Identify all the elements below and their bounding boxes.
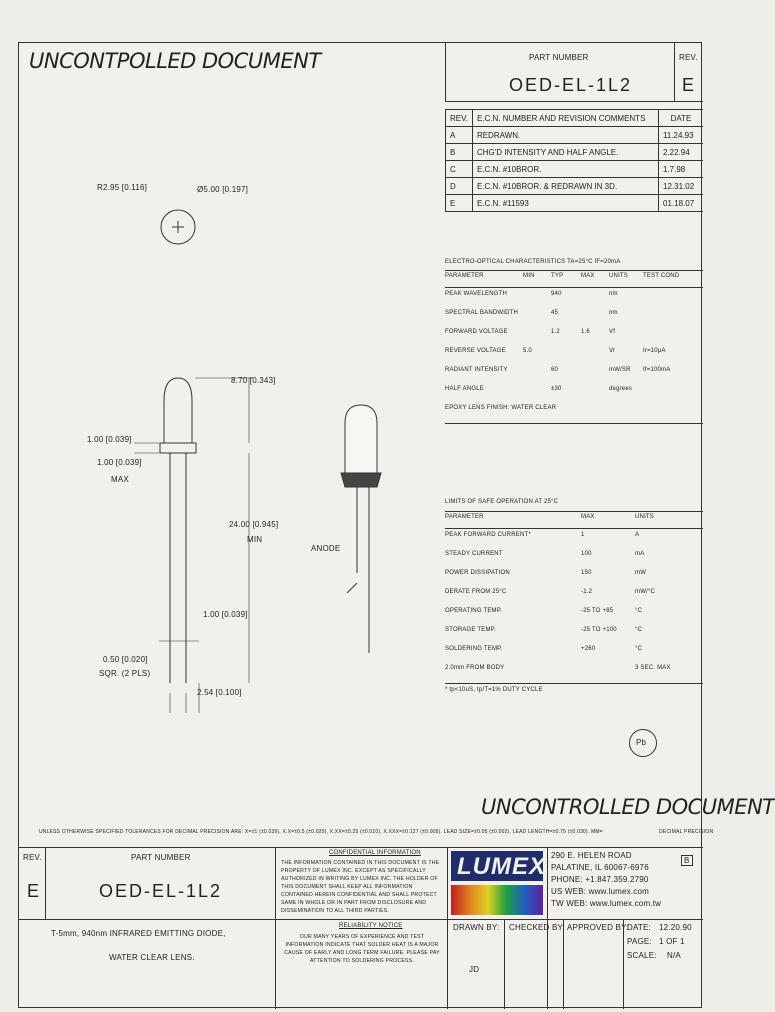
drawn-by-value: JD [469, 965, 480, 974]
revision-row: A REDRAWN. 11.24.93 [446, 127, 704, 144]
lead-width-dim: 1.00 [0.039] [203, 610, 248, 619]
table-cell: mW/SR [609, 367, 631, 373]
max-note: MAX [111, 475, 129, 484]
address-1: 290 E. HELEN ROAD [551, 851, 632, 860]
tolerance-tail: DECIMAL PRECISION [659, 829, 714, 835]
pitch-dim: 2.54 [0.100] [197, 688, 242, 697]
table-cell: SPECTRAL BANDWIDTH [445, 310, 519, 316]
page-label: PAGE: [627, 937, 652, 946]
approved-by-label: APPROVED BY: [567, 923, 629, 932]
table-cell: nm [609, 291, 618, 297]
revision-table [445, 109, 703, 212]
diameter-dim: Ø5.00 [0.197] [197, 185, 249, 194]
revision-row: D E.C.N. #10BROR. & REDRAWN IN 3D. 12.31.02 [446, 178, 704, 195]
height-dim: 8.70 [0.343] [231, 376, 276, 385]
table-cell: 45 [551, 310, 559, 316]
scale-label: SCALE: [627, 951, 657, 960]
table-cell: +260 [581, 646, 596, 652]
tb-description-1: T-5mm, 940nm INFRARED EMITTING DIODE, [51, 929, 226, 938]
table-cell: degrees [609, 386, 633, 392]
confidential-title: CONFIDENTIAL INFORMATION [329, 850, 421, 856]
table-cell: 1 [581, 532, 585, 538]
tb-part-number: OED-EL-1L2 [99, 881, 223, 901]
table-cell: nm [609, 310, 618, 316]
table-header: PARAMETER [445, 273, 484, 279]
table-cell: -25 TO +100 [581, 627, 617, 633]
tb-part-label: PART NUMBER [131, 853, 191, 862]
address-2: PALATINE, IL 60067-6976 [551, 863, 649, 872]
revision-row: B CHG'D INTENSITY AND HALF ANGLE. 2.22.94 [446, 144, 704, 161]
lead-size-dim: 0.50 [0.020] [103, 655, 148, 664]
lead-size-note: SQR. (2 PLS) [99, 669, 151, 678]
date-col-header: DATE [659, 110, 704, 127]
lumex-logo: LUMEX [451, 851, 543, 915]
drawing-sheet [18, 42, 775, 1008]
date-label: DATE: [627, 923, 651, 932]
rev-value: E [682, 75, 697, 95]
table-cell: 100 [581, 551, 592, 557]
limits-note: * tp<10uS, tp/T=1% DUTY CYCLE [445, 687, 543, 693]
lead-length-dim: 24.00 [0.945] [229, 520, 279, 529]
drawn-by-label: DRAWN BY: [453, 923, 500, 932]
tolerance-line: UNLESS OTHERWISE SPECIFIED TOLERANCES FOR DECIMAL PRECISION ARE: X=±1 (±0.039), X.X=±0.5 (±0.020), X.XX=±0.25 (±0.010), X.XXX=±0.127 (±0.005). LEAD SIZE=±0.05 (±0.002). LEAD LENGTH=±0.75 (±0.030). MM= [39, 829, 603, 835]
table-cell: 1.6 [581, 329, 590, 335]
reliability-text: OUR MANY YEARS OF EXPERIENCE AND TEST INFORMATION INDICATE THAT SOLDER HEAT IS A MAJOR CAUSE OF EARLY AND LONG TERM FAILURE. PLEASE PAY ATTENTION TO SOLDERING PROCESS. [284, 934, 440, 964]
table-cell: 60 [551, 367, 559, 373]
table-cell: If=100mA [643, 367, 671, 373]
part-number: OED-EL-1L2 [509, 75, 633, 95]
tb-rev-label: REV. [23, 853, 42, 862]
led-drawing [19, 173, 439, 713]
table-cell: Ir=10μA [643, 348, 666, 354]
table-cell: SOLDERING TEMP. [445, 646, 503, 652]
table-header: MAX [581, 273, 595, 279]
us-web: US WEB: www.lumex.com [551, 887, 649, 896]
table-cell: REVERSE VOLTAGE [445, 348, 506, 354]
tb-rev: E [27, 881, 42, 901]
radius-dim: R2.95 [0.116] [97, 183, 148, 192]
table-cell: PEAK WAVELENGTH [445, 291, 508, 297]
table-header: UNITS [609, 273, 628, 279]
table-cell: PEAK FORWARD CURRENT* [445, 532, 531, 538]
table-cell: Vr [609, 348, 616, 354]
sheet-code: B [681, 855, 693, 866]
flange-dim-1: 1.00 [0.039] [87, 435, 132, 444]
revision-row: E E.C.N. #11593 01.18.07 [446, 195, 704, 212]
comment-col-header: E.C.N. NUMBER AND REVISION COMMENTS [472, 110, 658, 127]
anode-label: ANODE [311, 544, 341, 553]
confidential-text: THE INFORMATION CONTAINED IN THIS DOCUMENT IS THE PROPERTY OF LUMEX INC. EXCEPT AS SPECIFICALLY AUTHORIZED IN WRITING BY LUMEX INC. THE HOLDER OF THIS DOCUMENT SHALL KEEP ALL INFORMATION CONTAINED HEREIN CONFIDENTIAL AND SHALL PROTECT SAME IN WHOLE OR IN PART FROM DISCLOSURE AND DISSEMINATION TO ALL THIRD PARTIES. [281, 860, 440, 914]
table-cell: -1.2 [581, 589, 593, 595]
table-cell: °C [635, 646, 643, 652]
page-value: 1 OF 1 [659, 937, 685, 946]
table-note: EPOXY LENS FINISH: WATER CLEAR [445, 405, 557, 411]
table-cell: mW/°C [635, 589, 656, 595]
table-cell: °C [635, 627, 643, 633]
rev-col-header: REV. [446, 110, 473, 127]
table-cell: 2.0mm FROM BODY [445, 665, 505, 671]
table-cell: FORWARD VOLTAGE [445, 329, 508, 335]
table-cell: STEADY CURRENT [445, 551, 503, 557]
table-cell: -25 TO +85 [581, 608, 614, 614]
table-header: TYP [551, 273, 564, 279]
uncontrolled-footer: UNCONTROLLED DOCUMENT [481, 795, 775, 819]
table-cell: 940 [551, 291, 562, 297]
table-cell: HALF ANGLE [445, 386, 485, 392]
table-cell: mA [635, 551, 645, 557]
flange-dim-2: 1.00 [0.039] [97, 458, 142, 467]
table-header: MIN [523, 273, 535, 279]
table-header: UNITS [635, 514, 654, 520]
tw-web: TW WEB: www.lumex.com.tw [551, 899, 662, 908]
table-cell: 1.2 [551, 329, 560, 335]
table-cell: 5.0 [523, 348, 532, 354]
tb-description-2: WATER CLEAR LENS. [109, 953, 195, 962]
revision-row: C E.C.N. #10BROR. 1.7.98 [446, 161, 704, 178]
table-cell: ±30 [551, 386, 562, 392]
pb-free-icon: Pb [629, 729, 657, 757]
table-cell: A [635, 532, 640, 538]
reliability-title: RELIABILITY NOTICE [339, 923, 403, 929]
uncontrolled-header: UNCONTPOLLED DOCUMENT [29, 49, 321, 73]
table-cell: Vf [609, 329, 616, 335]
phone: PHONE: +1.847.359.2790 [551, 875, 649, 884]
scale-value: N/A [667, 951, 681, 960]
table-cell: OPERATING TEMP. [445, 608, 503, 614]
min-note: MIN [247, 535, 263, 544]
table-header: TEST COND [643, 273, 680, 279]
date-value: 12.20.90 [659, 923, 692, 932]
table-cell: 3 SEC. MAX [635, 665, 671, 671]
checked-by-label: CHECKED BY: [509, 923, 565, 932]
part-number-label: PART NUMBER [529, 53, 589, 62]
table-cell: POWER DISSIPATION [445, 570, 510, 576]
table-header: MAX [581, 514, 595, 520]
table-cell: °C [635, 608, 643, 614]
table-cell: mW [635, 570, 647, 576]
table-cell: RADIANT INTENSITY [445, 367, 508, 373]
rev-label: REV. [679, 53, 698, 62]
table-cell: STORAGE TEMP. [445, 627, 496, 633]
electro-title: ELECTRO-OPTICAL CHARACTERISTICS TA=25°C IF=20mA [445, 259, 621, 265]
table-header: PARAMETER [445, 514, 484, 520]
table-cell: 150 [581, 570, 592, 576]
table-cell: DERATE FROM 25°C [445, 589, 507, 595]
limits-title: LIMITS OF SAFE OPERATION AT 25°C [445, 499, 559, 505]
